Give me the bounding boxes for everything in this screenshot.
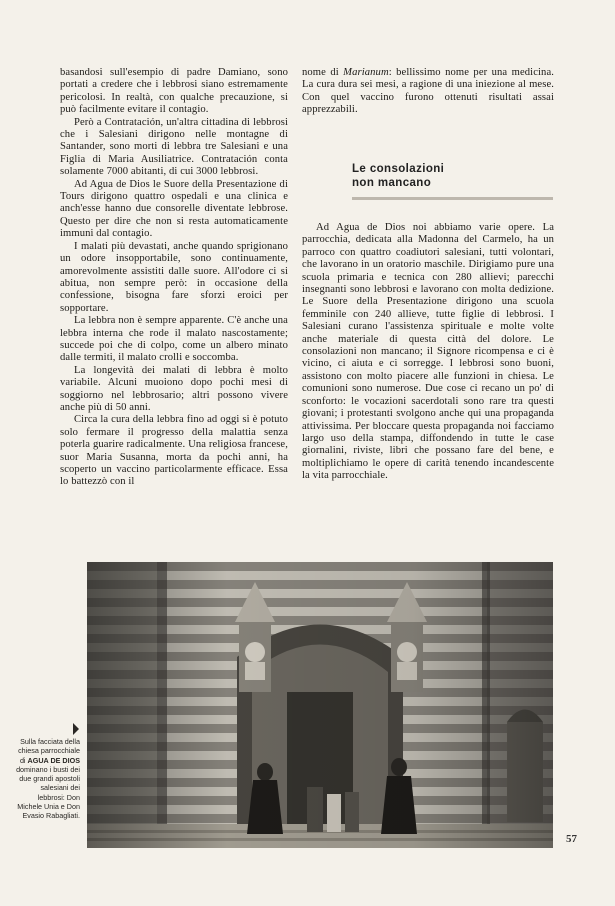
heading-line: Le consolazioni: [352, 163, 445, 175]
caption-text: dominano i busti dei due grandi apostoli salesiani dei lebbrosi: Don Michele Unia e Don Evasio Rabagliati.: [16, 764, 80, 821]
left-text-column: [60, 67, 288, 489]
section-heading: [352, 162, 552, 190]
medicine-name: Marianum: [343, 67, 389, 78]
paragraph: La lebbra non è sempre apparente. C'è anche una lebbra interna che rode il malato nascostamente; succede poi che di colpo, come un albero minato dalle termiti, il malato crolli e soccomba.: [60, 315, 288, 364]
text-run: : bellissimo nome per una medicina. La cura dura sei mesi, a ragione di una iniezione al mese. Con quel vaccino furono ottenuti risultati assai apprezzabili.: [302, 67, 555, 116]
caption-text: Sulla facciata della chiesa parrocchiale di: [18, 737, 80, 765]
triangle-pointer-icon: [73, 723, 79, 735]
photo-caption: [14, 723, 80, 821]
paragraph: Però a Contratación, un'altra cittadina di lebbrosi che i Salesiani dirigono nelle montagne di Santander, sono morti di lebbra tre Salesiani e una Figlia di Maria Ausiliatrice. Contratación conta solamente 7000 abitanti, di cui 3000 lebbrosi.: [60, 116, 288, 178]
heading-underline: [352, 197, 553, 200]
paragraph: I malati più devastati, anche quando sprigionano un odore insopportabile, sono continuamente, amorevolmente assistiti dalle suore. All'odore ci si abitua, non sempre però: in occasione della confessione, bisogna fare sforzi eroici per sopportare.: [60, 240, 288, 314]
paragraph: basandosi sull'esempio di padre Damiano, sono portati a credere che i lebbrosi siano estremamente pericolosi. In realtà, con qualche precauzione, si può facilmente evitare il contagio.: [60, 67, 288, 116]
paragraph: Ad Agua de Dios noi abbiamo varie opere. La parrocchia, dedicata alla Madonna del Carmelo, ha un parroco con quattro coadiutori salesiani, tutti volontari, che lavorano in un oratorio maschile. Dirigiamo pure una scuola primaria e tecnica con 280 allievi; parecchi insegnanti sono lebbrosi e lavorano con molta dedizione. Le Suore della Presentazione dirigono una scuola femminile con 240 allieve, tutte figlie di lebbrosi. I Salesiani curano l'assistenza spirituale e molte volte anche materiale di questa città del dolore. Le consolazioni non mancano; il Signore ricompensa e ci è vicino, ci aiuta e ci sorregge. I lebbrosi sono buoni, assistono con molto piacere alle funzioni in chiesa. Le comunioni sono numerose. Due cose ci recano un po' di sconforto: le vocazioni sacerdotali sono rare tra questi giovani; i protestanti svolgono anche qui una propaganda attivissima. Per bloccare questa propaganda noi facciamo largo uso della stampa, diffondendo in tutte le case giornalini, riviste, libri che possano fare del bene, e moltiplichiamo le opere di carità tenendo incandescente la vita parrocchiale.: [302, 222, 554, 482]
paragraph: [302, 67, 554, 117]
paragraph: Circa la cura della lebbra fino ad oggi si è potuto solo fermare il progresso della malattia senza poterla guarire radicalmente. Una religiosa francese, suor Maria Susanna, morta da pochi anni, ha scoperto un vaccino particolarmente efficace. Essa lo battezzò con il: [60, 414, 288, 488]
paragraph: La longevità dei malati di lebbra è molto variabile. Alcuni muoiono dopo pochi mesi di soggiorno nel lebbrosario; altri possono vivere anche più di 50 anni.: [60, 364, 288, 413]
church-facade-photo: [87, 562, 553, 848]
page-number: 57: [566, 833, 577, 845]
caption-place: AGUA DE DIOS: [27, 755, 80, 765]
right-text-column-bottom: [302, 222, 554, 483]
right-text-column-top: [302, 67, 554, 117]
paragraph: Ad Agua de Dios le Suore della Presentazione di Tours dirigono quattro ospedali e una clinica e anch'esse hanno due consorelle diventate lebbrose. Questo per dire che non si resta automaticamente immuni dal contagio.: [60, 178, 288, 240]
heading-line: non mancano: [352, 177, 432, 189]
text-run: nome di: [302, 67, 344, 78]
